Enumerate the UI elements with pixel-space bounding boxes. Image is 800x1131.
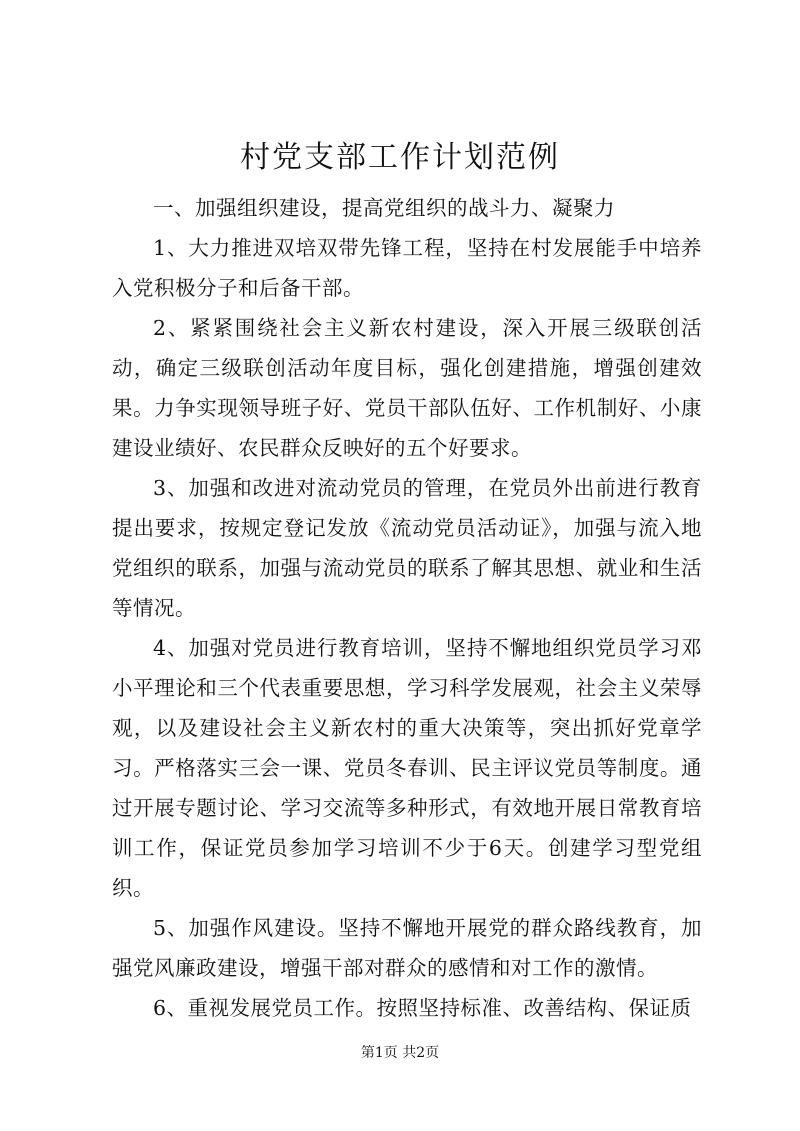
paragraph-3: 3、加强和改进对流动党员的管理，在党员外出前进行教育提出要求，按规定登记发放《流动党员活动证》，加强与流入地党组织的联系，加强与流动党员的联系了解其思想、就业和生活等情况。 bbox=[112, 476, 702, 620]
document-title: 村党支部工作计划范例 bbox=[240, 140, 560, 175]
paragraph-4: 4、加强对党员进行教育培训，坚持不懈地组织党员学习邓小平理论和三个代表重要思想，学习科学发展观，社会主义荣辱观，以及建设社会主义新农村的重大决策等，突出抓好党章学习。严格落实三会一课、党员冬春训、民主评议党员等制度。通过开展专题讨论、学习交流等多种形式，有效地开展日常教育培训工作，保证党员参加学习培训不少于6天。创建学习型党组织。 bbox=[112, 636, 702, 900]
page-footer: 第1页 共2页 bbox=[360, 1045, 440, 1061]
paragraph-2: 2、紧紧围绕社会主义新农村建设，深入开展三级联创活动，确定三级联创活动年度目标，强化创建措施，增强创建效果。力争实现领导班子好、党员干部队伍好、工作机制好、小康建设业绩好、农民群众反映好的五个好要求。 bbox=[112, 316, 702, 460]
section-heading: 一、加强组织建设，提高党组织的战斗力、凝聚力 bbox=[153, 196, 615, 220]
paragraph-6: 6、重视发展党员工作。按照坚持标准、改善结构、保证质 bbox=[153, 996, 692, 1020]
paragraph-1: 1、大力推进双培双带先锋工程，坚持在村发展能手中培养入党积极分子和后备干部。 bbox=[112, 236, 702, 300]
document-body bbox=[112, 188, 702, 1028]
paragraph-5: 5、加强作风建设。坚持不懈地开展党的群众路线教育，加强党风廉政建设，增强干部对群众的感情和对工作的激情。 bbox=[112, 916, 702, 980]
